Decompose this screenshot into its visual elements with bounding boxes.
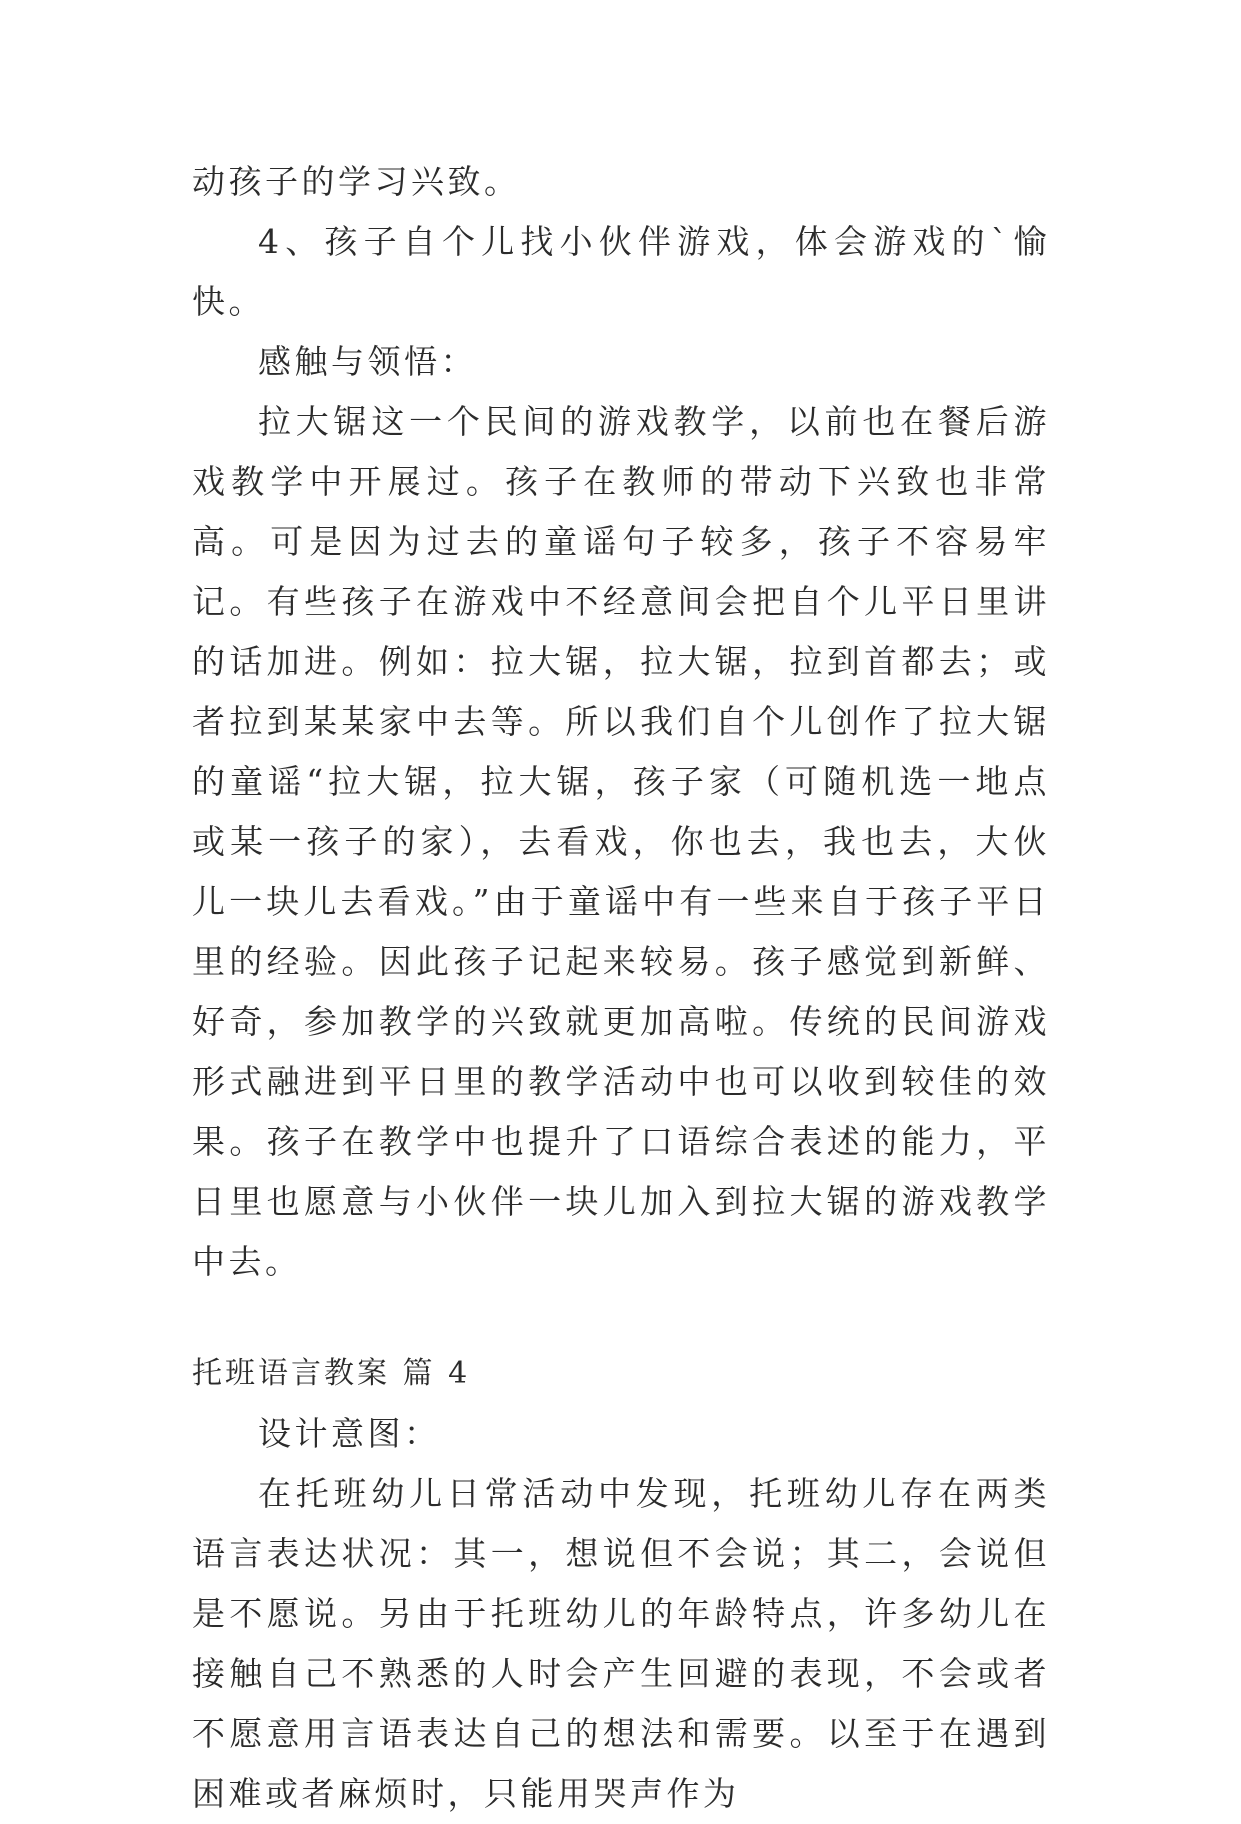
section-title: 托班语言教案 篇 4 <box>192 1356 471 1391</box>
paragraph-continuation: 动孩子的学习兴致。 <box>192 162 521 201</box>
document-page <box>192 152 1050 1824</box>
paragraph-reflection-body: 拉大锯这一个民间的游戏教学，以前也在餐后游戏教学中开展过。孩子在教师的带动下兴致也非常高。可是因为过去的童谣句子较多，孩子不容易牢记。有些孩子在游戏中不经意间会把自个儿平日里讲的话加进。例如：拉大锯，拉大锯，拉到首都去；或者拉到某某家中去等。所以我们自个儿创作了拉大锯的童谣“拉大锯，拉大锯，孩子家（可随机选一地点或某一孩子的家），去看戏，你也去，我也去，大伙儿一块儿去看戏。”由于童谣中有一些来自于孩子平日里的经验。因此孩子记起来较易。孩子感觉到新鲜、好奇，参加教学的兴致就更加高啦。传统的民间游戏形式融进到平日里的教学活动中也可以收到较佳的效果。孩子在教学中也提升了口语综合表述的能力，平日里也愿意与小伙伴一块儿加入到拉大锯的游戏教学中去。 <box>192 402 1050 1281</box>
paragraph-reflection-heading: 感触与领悟： <box>258 342 477 381</box>
paragraph-design-body: 在托班幼儿日常活动中发现，托班幼儿存在两类语言表达状况：其一，想说但不会说；其二，会说但是不愿说。另由于托班幼儿的年龄特点，许多幼儿在接触自己不熟悉的人时会产生回避的表现，不会或者不愿意用言语表达自己的想法和需要。以至于在遇到困难或者麻烦时，只能用哭声作为 <box>192 1474 1050 1813</box>
paragraph-step-4: 4、孩子自个儿找小伙伴游戏，体会游戏的`愉快。 <box>192 222 1050 321</box>
paragraph-design-heading: 设计意图： <box>258 1414 441 1453</box>
